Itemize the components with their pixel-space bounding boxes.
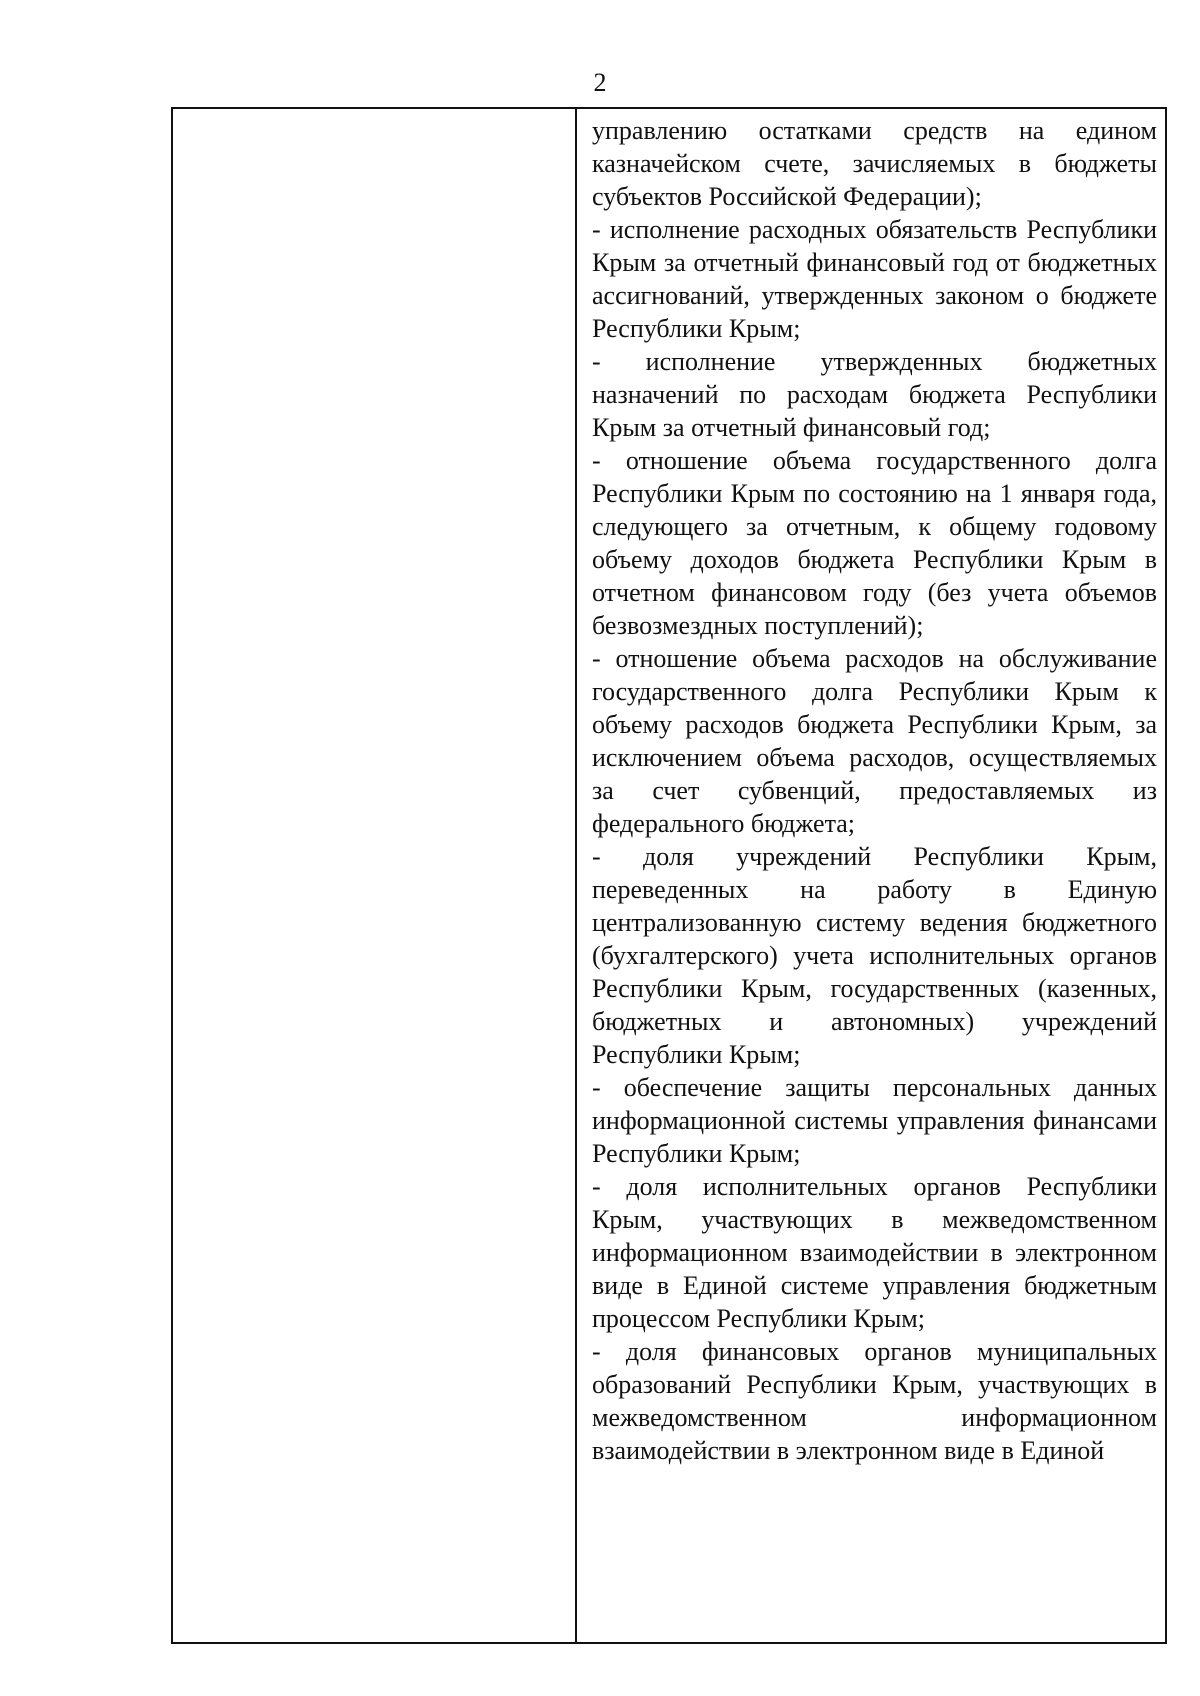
table-cell-right — [577, 109, 1167, 1642]
paragraph-6: - доля учреждений Республики Крым, переведенных на работу в Единую централизованную систему ведения бюджетного (бухгалтерского) учета исполнительных органов Республики Крым, государственных (казенных, бюджетных и автономных) учреждений Республики Крым; — [592, 842, 1157, 1069]
paragraph-5: - отношение объема расходов на обслуживание государственного долга Республики Крым к объему расходов бюджета Республики Крым, за исключением объема расходов, осуществляемых за счет субвенций, предоставляемых из федерального бюджета; — [592, 644, 1157, 838]
document-table — [171, 107, 1167, 1644]
table-cell-left-empty — [173, 109, 577, 1642]
paragraph-4: - отношение объема государственного долга Республики Крым по состоянию на 1 января года, следующего за отчетным, к общему годовому объему доходов бюджета Республики Крым в отчетном финансовом году (без учета объемов безвозмездных поступлений); — [592, 446, 1157, 640]
paragraph-2: - исполнение расходных обязательств Республики Крым за отчетный финансовый год от бюджетных ассигнований, утвержденных законом о бюджете Республики Крым; — [592, 215, 1157, 343]
paragraph-1: управлению остатками средств на едином казначейском счете, зачисляемых в бюджеты субъектов Российской Федерации); — [592, 116, 1157, 211]
paragraph-3: - исполнение утвержденных бюджетных назначений по расходам бюджета Республики Крым за отчетный финансовый год; — [592, 347, 1157, 442]
paragraph-9: - доля финансовых органов муниципальных образований Республики Крым, участвующих в межведомственном информационном взаимодействии в электронном виде в Единой — [592, 1337, 1157, 1465]
paragraph-8: - доля исполнительных органов Республики Крым, участвующих в межведомственном информационном взаимодействии в электронном виде в Единой системе управления бюджетным процессом Республики Крым; — [592, 1172, 1157, 1333]
page-number: 2 — [593, 68, 607, 97]
paragraph-7: - обеспечение защиты персональных данных информационной системы управления финансами Республики Крым; — [592, 1073, 1157, 1168]
